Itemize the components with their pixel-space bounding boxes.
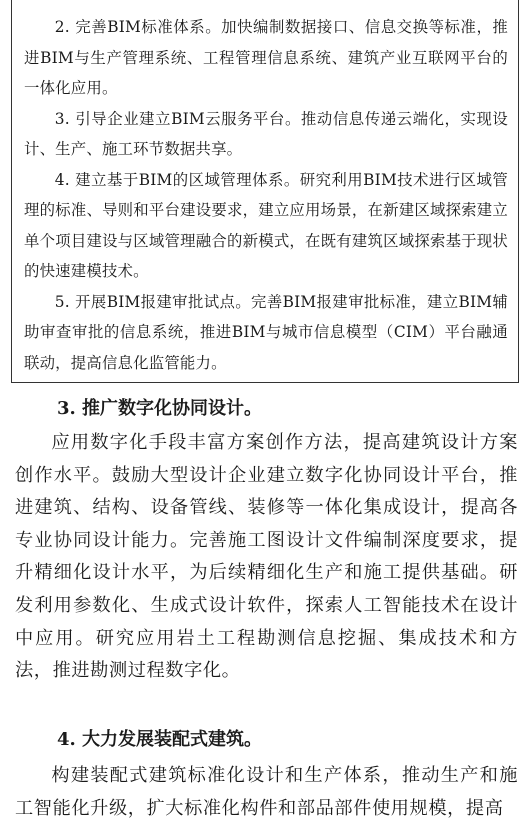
box-item-3: 3. 引导企业建立BIM云服务平台。推动信息传递云端化，实现设计、生产、施工环节数据共享。 [24,109,508,158]
section-4-heading: 4. 大力发展装配式建筑。 [57,729,263,750]
box-item-2: 2. 完善BIM标准体系。加快编制数据接口、信息交换等标准，推进BIM与生产管理系统、工程管理信息系统、建筑产业互联网平台的一体化应用。 [24,18,508,97]
box-item-4: 4. 建立基于BIM的区域管理体系。研究利用BIM技术进行区域管理的标准、导则和平台建设要求，建立应用场景，在新建区域探索建立单个项目建设与区域管理融合的新模式，在既有建筑区域探索基于现状的快速建模技术。 [24,170,508,280]
section-3-heading: 3. 推广数字化协同设计。 [57,398,263,419]
section-4-body: 构建装配式建筑标准化设计和生产体系，推动生产和施工智能化升级，扩大标准化构件和部品部件使用规模，提高 [15,765,518,819]
box-item-5: 5. 开展BIM报建审批试点。完善BIM报建审批标准，建立BIM辅助审查审批的信息系统，推进BIM与城市信息模型（CIM）平台融通联动，提高信息化监管能力。 [24,292,508,372]
boxed-section [11,0,519,383]
section-3-body: 应用数字化手段丰富方案创作方法，提高建筑设计方案创作水平。鼓励大型设计企业建立数字化协同设计平台，推进建筑、结构、设备管线、装修等一体化集成设计，提高各专业协同设计能力。完善施工图设计文件编制深度要求，提升精细化设计水平，为后续精细化生产和施工提供基础。研发利用参数化、生成式设计软件，探索人工智能技术在设计中应用。研究应用岩土工程勘测信息挖掘、集成技术和方法，推进勘测过程数字化。 [15,432,518,682]
